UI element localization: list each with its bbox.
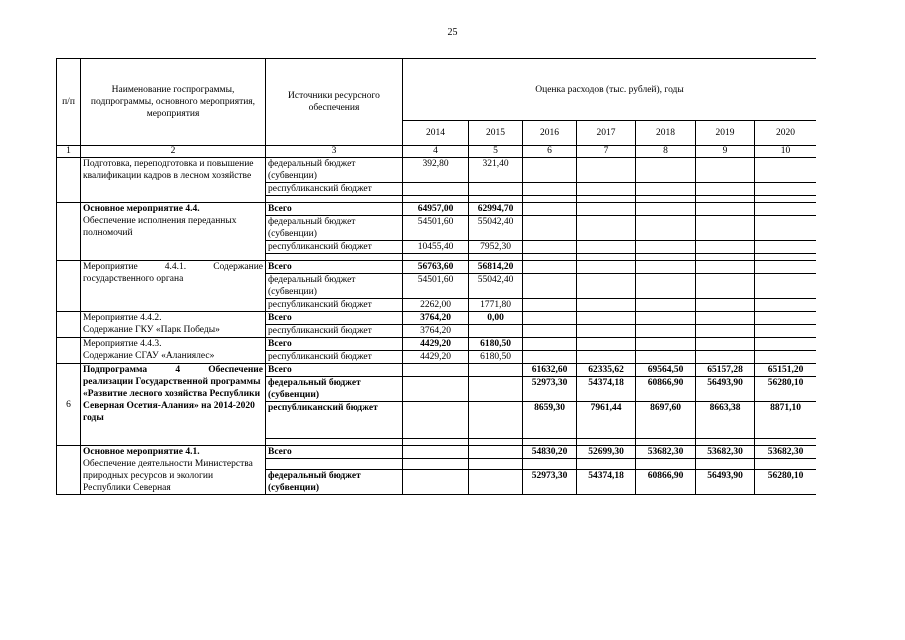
row-name-cell — [81, 364, 266, 446]
value-cell: 62994,70 — [469, 203, 523, 216]
row-name-cell — [81, 446, 266, 495]
value-cell: 8663,38 — [696, 402, 755, 439]
value-cell — [636, 312, 696, 325]
year-2020: 2020 — [755, 121, 817, 146]
row-title: Мероприятие 4.4.2. — [83, 313, 162, 323]
table-row — [57, 364, 817, 377]
value-cell — [577, 203, 636, 216]
row-name: реализации Государственной программы «Развитие лесного хозяйства Республики Северная Осетия-Алания» на 2014-2020 годы — [83, 377, 261, 423]
value-cell: 56814,20 — [469, 261, 523, 274]
value-cell — [523, 274, 577, 299]
row-name: Обеспечение исполнения переданных полномочий — [83, 216, 237, 238]
header-row — [57, 59, 817, 121]
value-cell — [577, 338, 636, 351]
value-cell — [755, 351, 817, 364]
col-number: 4 — [403, 146, 469, 158]
value-cell — [577, 312, 636, 325]
value-cell — [469, 183, 523, 196]
value-cell: 60866,90 — [636, 377, 696, 402]
value-cell: 7961,44 — [577, 402, 636, 439]
table-row — [57, 338, 817, 351]
value-cell — [577, 459, 636, 470]
value-cell — [696, 274, 755, 299]
value-cell — [636, 459, 696, 470]
value-cell — [469, 402, 523, 439]
source-cell — [266, 459, 403, 470]
value-cell — [403, 377, 469, 402]
year-2016: 2016 — [523, 121, 577, 146]
source-cell: федеральный бюджет (субвенции) — [266, 274, 403, 299]
row-title: Подпрограмма 4 Обеспечение — [83, 365, 263, 375]
source-cell: республиканский бюджет — [266, 325, 403, 338]
value-cell — [636, 183, 696, 196]
value-cell — [696, 261, 755, 274]
value-cell — [523, 338, 577, 351]
value-cell — [523, 183, 577, 196]
row-no-cell — [57, 312, 81, 338]
col-number: 8 — [636, 146, 696, 158]
value-cell — [469, 446, 523, 459]
col-number: 1 — [57, 146, 81, 158]
row-name: Подготовка, переподготовка и повышение квалификации кадров в лесном хозяйстве — [83, 159, 254, 181]
row-no-cell: 6 — [57, 364, 81, 446]
value-cell — [636, 351, 696, 364]
value-cell: 10455,40 — [403, 241, 469, 254]
value-cell: 52699,30 — [577, 446, 636, 459]
value-cell — [577, 261, 636, 274]
value-cell: 54501,60 — [403, 274, 469, 299]
value-cell: 8697,60 — [636, 402, 696, 439]
value-cell: 54374,18 — [577, 377, 636, 402]
value-cell — [523, 459, 577, 470]
value-cell — [755, 312, 817, 325]
value-cell — [755, 261, 817, 274]
value-cell — [577, 299, 636, 312]
value-cell — [696, 459, 755, 470]
value-cell: 65151,20 — [755, 364, 817, 377]
value-cell: 56493,90 — [696, 470, 755, 495]
value-cell: 61632,60 — [523, 364, 577, 377]
value-cell — [636, 325, 696, 338]
row-title: Мероприятие 4.4.3. — [83, 339, 162, 349]
value-cell: 54501,60 — [403, 216, 469, 241]
value-cell — [577, 325, 636, 338]
header-estimate: Оценка расходов (тыс. рублей), годы — [403, 59, 817, 121]
row-name: государственного органа — [83, 274, 184, 284]
value-cell: 56493,90 — [696, 377, 755, 402]
value-cell — [755, 183, 817, 196]
source-cell: Всего — [266, 261, 403, 274]
value-cell: 60866,90 — [636, 470, 696, 495]
source-cell: республиканский бюджет — [266, 402, 403, 439]
source-cell: Всего — [266, 338, 403, 351]
value-cell: 53682,30 — [636, 446, 696, 459]
value-cell — [696, 325, 755, 338]
value-cell: 4429,20 — [403, 351, 469, 364]
value-cell — [755, 325, 817, 338]
row-title: Основное мероприятие 4.1. — [83, 447, 200, 457]
source-cell: федеральный бюджет (субвенции) — [266, 158, 403, 183]
table-row — [57, 158, 817, 183]
value-cell: 69564,50 — [636, 364, 696, 377]
value-cell — [523, 261, 577, 274]
value-cell: 52973,30 — [523, 377, 577, 402]
value-cell — [577, 351, 636, 364]
value-cell — [755, 338, 817, 351]
value-cell — [523, 312, 577, 325]
row-no-cell — [57, 203, 81, 261]
value-cell — [696, 183, 755, 196]
source-cell: республиканский бюджет — [266, 241, 403, 254]
value-cell — [636, 261, 696, 274]
value-cell: 8659,30 — [523, 402, 577, 439]
value-cell: 321,40 — [469, 158, 523, 183]
value-cell — [755, 203, 817, 216]
col-number: 5 — [469, 146, 523, 158]
year-2015: 2015 — [469, 121, 523, 146]
source-cell: Всего — [266, 446, 403, 459]
row-name-cell — [81, 338, 266, 364]
value-cell: 53682,30 — [755, 446, 817, 459]
budget-table — [56, 58, 816, 495]
year-2014: 2014 — [403, 121, 469, 146]
value-cell — [636, 203, 696, 216]
header-name: Наименование госпрограммы, подпрограммы, основного мероприятия, мероприятия — [81, 59, 266, 146]
table-row — [57, 446, 817, 459]
value-cell: 62335,62 — [577, 364, 636, 377]
value-cell — [636, 216, 696, 241]
year-2017: 2017 — [577, 121, 636, 146]
value-cell: 64957,00 — [403, 203, 469, 216]
value-cell — [403, 183, 469, 196]
row-name: Содержание СГАУ «Аланиялес» — [83, 351, 215, 361]
value-cell: 4429,20 — [403, 338, 469, 351]
col-number: 6 — [523, 146, 577, 158]
value-cell: 54374,18 — [577, 470, 636, 495]
table-row — [57, 203, 817, 216]
value-cell — [577, 183, 636, 196]
row-name-cell — [81, 203, 266, 261]
source-cell: федеральный бюджет (субвенции) — [266, 470, 403, 495]
source-cell: республиканский бюджет — [266, 299, 403, 312]
value-cell: 392,80 — [403, 158, 469, 183]
value-cell: 8871,10 — [755, 402, 817, 439]
value-cell — [696, 351, 755, 364]
value-cell: 6180,50 — [469, 351, 523, 364]
value-cell: 6180,50 — [469, 338, 523, 351]
value-cell: 3764,20 — [403, 312, 469, 325]
source-cell: республиканский бюджет — [266, 183, 403, 196]
row-name: Содержание ГКУ «Парк Победы» — [83, 325, 220, 335]
table-row — [57, 261, 817, 274]
row-no-cell — [57, 261, 81, 312]
value-cell: 53682,30 — [696, 446, 755, 459]
header-source: Источники ресурсного обеспечения — [266, 59, 403, 146]
source-cell: Всего — [266, 203, 403, 216]
value-cell: 3764,20 — [403, 325, 469, 338]
col-number: 9 — [696, 146, 755, 158]
value-cell — [577, 241, 636, 254]
year-2018: 2018 — [636, 121, 696, 146]
value-cell — [403, 446, 469, 459]
col-number: 2 — [81, 146, 266, 158]
value-cell — [403, 459, 469, 470]
row-title: Основное мероприятие 4.4. — [83, 204, 200, 214]
col-number: 3 — [266, 146, 403, 158]
value-cell — [755, 216, 817, 241]
row-no-cell — [57, 338, 81, 364]
col-number: 7 — [577, 146, 636, 158]
value-cell — [523, 325, 577, 338]
value-cell — [523, 351, 577, 364]
row-no-cell — [57, 446, 81, 495]
value-cell — [577, 216, 636, 241]
value-cell — [523, 203, 577, 216]
value-cell — [577, 274, 636, 299]
value-cell — [636, 274, 696, 299]
value-cell — [636, 299, 696, 312]
value-cell: 2262,00 — [403, 299, 469, 312]
source-cell: Всего — [266, 312, 403, 325]
value-cell: 0,00 — [469, 312, 523, 325]
source-cell: федеральный бюджет (субвенции) — [266, 216, 403, 241]
value-cell — [469, 325, 523, 338]
table-row — [57, 312, 817, 325]
header-no: п/п — [57, 59, 81, 146]
row-title: Мероприятие 4.4.1. Содержание — [83, 262, 263, 272]
column-numbers-row — [57, 146, 817, 158]
value-cell — [523, 216, 577, 241]
value-cell — [755, 274, 817, 299]
value-cell: 54830,20 — [523, 446, 577, 459]
value-cell: 7952,30 — [469, 241, 523, 254]
value-cell: 65157,28 — [696, 364, 755, 377]
value-cell — [636, 338, 696, 351]
value-cell — [696, 203, 755, 216]
row-name: Обеспечение деятельности Министерства природных ресурсов и экологии Республики Северная — [83, 459, 253, 493]
page-number: 25 — [447, 27, 458, 38]
budget-table-container — [56, 58, 816, 576]
value-cell — [696, 338, 755, 351]
value-cell: 56763,60 — [403, 261, 469, 274]
value-cell — [755, 241, 817, 254]
col-number: 10 — [755, 146, 817, 158]
value-cell: 1771,80 — [469, 299, 523, 312]
value-cell: 55042,40 — [469, 216, 523, 241]
value-cell — [403, 470, 469, 495]
value-cell: 52973,30 — [523, 470, 577, 495]
value-cell — [523, 158, 577, 183]
source-cell: республиканский бюджет — [266, 351, 403, 364]
row-name-cell — [81, 158, 266, 203]
value-cell — [755, 158, 817, 183]
value-cell — [755, 459, 817, 470]
row-name-cell — [81, 261, 266, 312]
year-2019: 2019 — [696, 121, 755, 146]
value-cell — [577, 158, 636, 183]
value-cell — [403, 402, 469, 439]
value-cell — [523, 299, 577, 312]
value-cell — [523, 241, 577, 254]
value-cell — [636, 158, 696, 183]
value-cell — [469, 364, 523, 377]
value-cell: 56280,10 — [755, 377, 817, 402]
row-no-cell — [57, 158, 81, 203]
value-cell: 55042,40 — [469, 274, 523, 299]
value-cell — [636, 241, 696, 254]
value-cell — [403, 364, 469, 377]
source-cell: федеральный бюджет (субвенции) — [266, 377, 403, 402]
value-cell: 56280,10 — [755, 470, 817, 495]
value-cell — [696, 312, 755, 325]
value-cell — [755, 299, 817, 312]
value-cell — [469, 470, 523, 495]
value-cell — [696, 216, 755, 241]
row-name-cell — [81, 312, 266, 338]
value-cell — [696, 299, 755, 312]
value-cell — [469, 459, 523, 470]
source-cell: Всего — [266, 364, 403, 377]
value-cell — [696, 158, 755, 183]
value-cell — [696, 241, 755, 254]
value-cell — [469, 377, 523, 402]
